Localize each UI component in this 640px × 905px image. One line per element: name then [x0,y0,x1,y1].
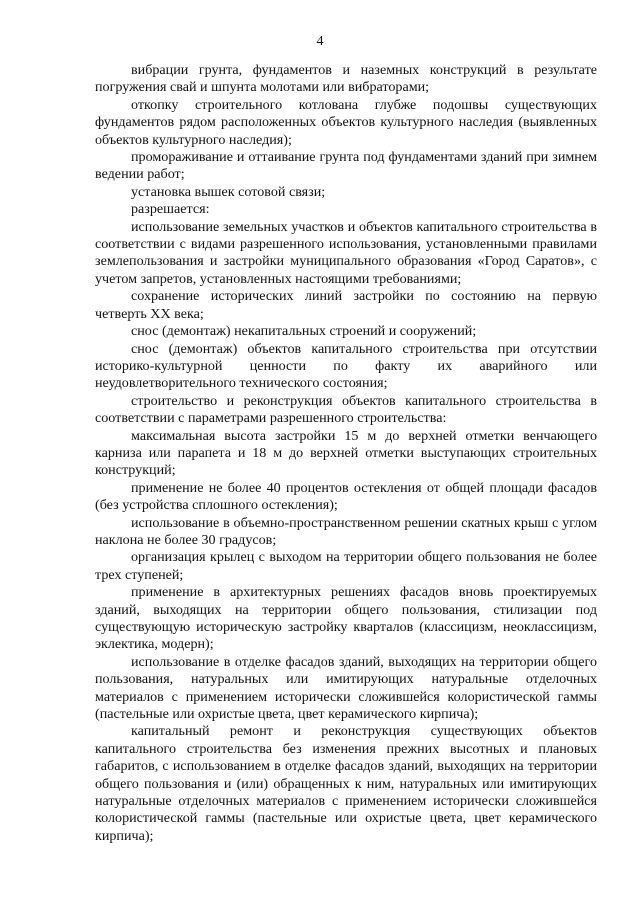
paragraph: использование в отделке фасадов зданий, выходящих на территории общего пользования, натуральных или имитирующих натуральные отделочных материалов с применением исторически сложившейся колористической гаммы (пастельные или охристые цвета, цвет керамического кирпича); [95,653,597,723]
paragraph: строительство и реконструкция объектов капитального строительства в соответствии с параметрами разрешенного строительства: [95,392,597,427]
paragraph: максимальная высота застройки 15 м до верхней отметки венчающего карниза или парапета и 18 м до верхней отметки выступающих строительных конструкций; [95,427,597,479]
paragraph: использование в объемно-пространственном решении скатных крыш с углом наклона не более 30 градусов; [95,514,597,548]
paragraph: откопку строительного котлована глубже подошвы существующих фундаментов рядом расположенных объектов культурного наследия (выявленных объектов культурного наследия); [95,96,597,148]
page-number: 4 [316,34,324,49]
paragraph: капитальный ремонт и реконструкция существующих объектов капитального строительства без изменения прежних высотных и плановых габаритов, с использованием в отделке фасадов зданий, выходящих на территории общего пользования и (или) обращенных к ним, натуральных или имитирующих натуральные отделочных материалов с применением исторически сложившейся колористической гаммы (пастельные или охристые цвета, цвет керамического кирпича); [95,723,597,844]
paragraph: организация крылец с выходом на территории общего пользования не более трех ступеней; [95,549,597,583]
paragraph: снос (демонтаж) некапитальных строений и сооружений; [131,323,477,340]
paragraph: разрешается: [131,201,210,218]
paragraph: применение в архитектурных решениях фасадов вновь проектируемых зданий, выходящих на территории общего пользования, стилизации под существующую историческую застройку кварталов (классицизм, неоклассицизм, эклектика, модерн); [95,584,597,653]
paragraph: вибрации грунта, фундаментов и наземных конструкций в результате погружения свай и шпунта молотами или вибраторами; [95,62,597,96]
paragraph: снос (демонтаж) объектов капитального строительства при отсутствии историко-культурной ценности по факту их аварийного или неудовлетворительного технического состояния; [95,340,597,392]
paragraph: промораживание и оттаивание грунта под фундаментами зданий при зимнем ведении работ; [95,149,597,183]
paragraph: использование земельных участков и объектов капитального строительства в соответствии с видами разрешенного использования, установленными правилами землепользования и застройки муниципального образования «Город Саратов», с учетом запретов, установленных настоящими требованиями; [95,218,597,287]
paragraph: применение не более 40 процентов остекления от общей площади фасадов (без устройства сплошного остекления); [95,479,597,514]
paragraph: сохранение исторических линий застройки по состоянию на первую четверть XX века; [95,288,597,322]
paragraph: установка вышек сотовой связи; [131,183,326,200]
document-body [95,62,597,845]
